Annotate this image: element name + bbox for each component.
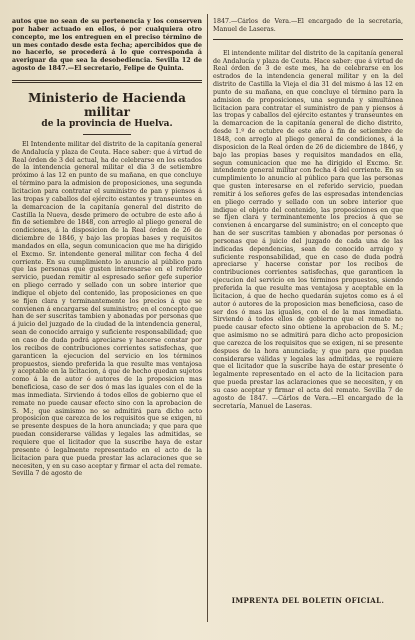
notice-divider (213, 39, 403, 40)
column-rule (207, 14, 208, 622)
right-top-signature: 1847.—Cárlos de Vera.—El encargado de la secretaría, Manuel de Laseras. (213, 18, 403, 33)
right-column (213, 18, 403, 618)
left-column (12, 18, 202, 618)
left-body-notice: El Intendente militar del distrito de la capitanía general de Andalucía y plaza de Ceuta. Hace saber: que á virtud de Real órden de 3 del actual, ha de celebrarse en los estados de la intendencia general militar el dia 3 de setiembre próximo á las 12 en punto de su mañana, en que concluye el término para la admision de proposiciones, una segunda licitacion para contratar el suministro de pan y piensos á las tropas y caballos del ejército estantes y transeuntes en la demarcacion de la capitanía general del distrito de Castilla la Nueva, desde primero de octubre de este año á fin de setiembre de 1848, con arreglo al pliego general de condiciones, á la disposicion de la Real órden de 26 de diciembre de 1846, y bajo las propias bases y requisitos mandados en ella, segun comunicacion que me ha dirigido el Excmo. Sr. intendente general militar con fecha 4 del corriente. En su cumplimiento lo anuncio al público para que las personas que gusten interesarse en el referido servicio, puedan remitir al espresado señor gefe superior en pliego cerrado y sellado con un sobre interior que indique el objeto del contenido, las proposiciones en que se fijen clara y terminantemente los precios á que se convienen á encargarse del suministro; en el concepto que han de ser suscritas tambien y abonadas por personas que á juicio del juzgado de la ciudad de la intendencia general, sean de conocido arraigo y suficiente responsabilidad; que en caso de duda podrá apreciarse y hacerse constar por los recibos de contribuciones corrientes satisfechas, que garanticen la ejecucion del servicio en los términos propuestos, siendo preferida la que resulte mas ventajosa y aceptable en la licitacion, á que de hecho quedan sujetos como á la de autor ó autores de la proposicion mas beneficiosa, caso de ser dos ó mas las iguales con el de la mas inmediata. Sirviendo á todos ellos de gobierno que el remate no puede causar efecto sino con la aprobacion de S. M.; que asimismo no se admitirá para dicho acto proposicion que carezca de los requisitos que se exigen, ni se presente despues de la hora anunciada; y que para que puedan considerarse válidas y legales las admitidas, se requiere que el licitador que la suscribe haya de estar presente ó legalmente representado en el acto de la licitacion para que pueda prestar las aclaraciones que se necesiten, y en su caso aceptar y firmar el acta del remate. Sevilla 7 de agosto de (12, 140, 202, 478)
short-divider (83, 134, 131, 135)
section-divider (12, 80, 202, 83)
right-body-notice: El intendente militar del distrito de la capitanía general de Andalucía y plaza de Ceuta. Hace saber: que á virtud de Real órden de 3 de este mes, ha de celebrarse en los estrados de la intendencia general militar y en la del distrito de Castilla la Vieja el dia 31 del mismo á las 12 en punto de su mañana, en que concluye el término para la admision de proposiciones, una segunda y simultánea licitacion para contratar el suministro de pan y piensos á las tropas y caballos del ejército estantes y transeuntes en la demarcacion de la capitanía general de dicho distrito, desde 1.º de octubre de este año á fin de setiembre de 1848, con arreglo al pliego general de condiciones, á la disposicion de la Real órden de 26 de diciembre de 1846, y bajo las propias bases y requisitos mandados en ella, segun comunicacion que me ha dirigido el Excmo. Sr. intendente general militar con fecha 4 del corriente. En su cumplimiento lo anuncio al público para que las personas que gusten interesarse en el referido servicio, puedan remitir á los señores gefes de las espresadas intendencias en pliego cerrado y sellado con un sobre interior que indique el objeto del contenido, las proposiciones en que se fijen clara y terminantemente los precios á que se convienen á encargarse del suministro; en el concepto que han de ser suscritas tambien y abonadas por personas ó personas que á juicio del juzgado de cada una de las indicadas dependencias, sean de conocido arraigo y suficiente responsabilidad, que en caso de duda podrá apreciarse y hacerse constar por los recibos de contribuciones corrientes satisfechas, que garanticen la ejecucion del servicio en los términos propuestos, siendo preferida la que resulte mas ventajosa y aceptable en la licitacion, á que de hecho quedarán sujetos como es á el autor ó autores de la proposicion mas beneficiosa, caso de ser dos ó mas las iguales, con el de la mas inmediata. Sirviendo á todos ellos de gobierno que el remate no puede causar efecto sino obtiene la aprobacion de S. M.; que asimismo no se admitirá para dicho acto proposicion que carezca de los requisitos que se exigen, ni se presente despues de la hora anunciada; y que para que puedan considerarse válidas y legales las admitidas, se requiere que el licitador que la suscribe haya de estar presente ó legalmente representado en el acto de la licitacion para que pueda prestar las aclaraciones que se necesiten, y en su caso aceptar y firmar el acta del remate. Sevilla 7 de agosto de 1847. —Cárlos de Vera.—El encargado de la secretaría, Manuel de Laseras. (213, 49, 403, 410)
section-subtitle: de la provincia de Huelva. (41, 118, 173, 129)
printer-imprint: IMPRENTA DEL BOLETIN OFICIAL. (231, 596, 385, 605)
left-top-notice: autos que no sean de su pertenencia y los conserven por haber actuado en ellos, ó por cualquiera otro concepto, me los entreguen en el preciso término de un mes contado desde esta fecha; apercibidos que de no hacerlo, se procederá á lo que corresponda á averiguar da que sea la desobediencia. Sevilla 12 de agosto de 1847.—El secretario, Felipe de Quinta. (12, 18, 202, 73)
section-title: Ministerio de Hacienda militar (28, 90, 186, 119)
